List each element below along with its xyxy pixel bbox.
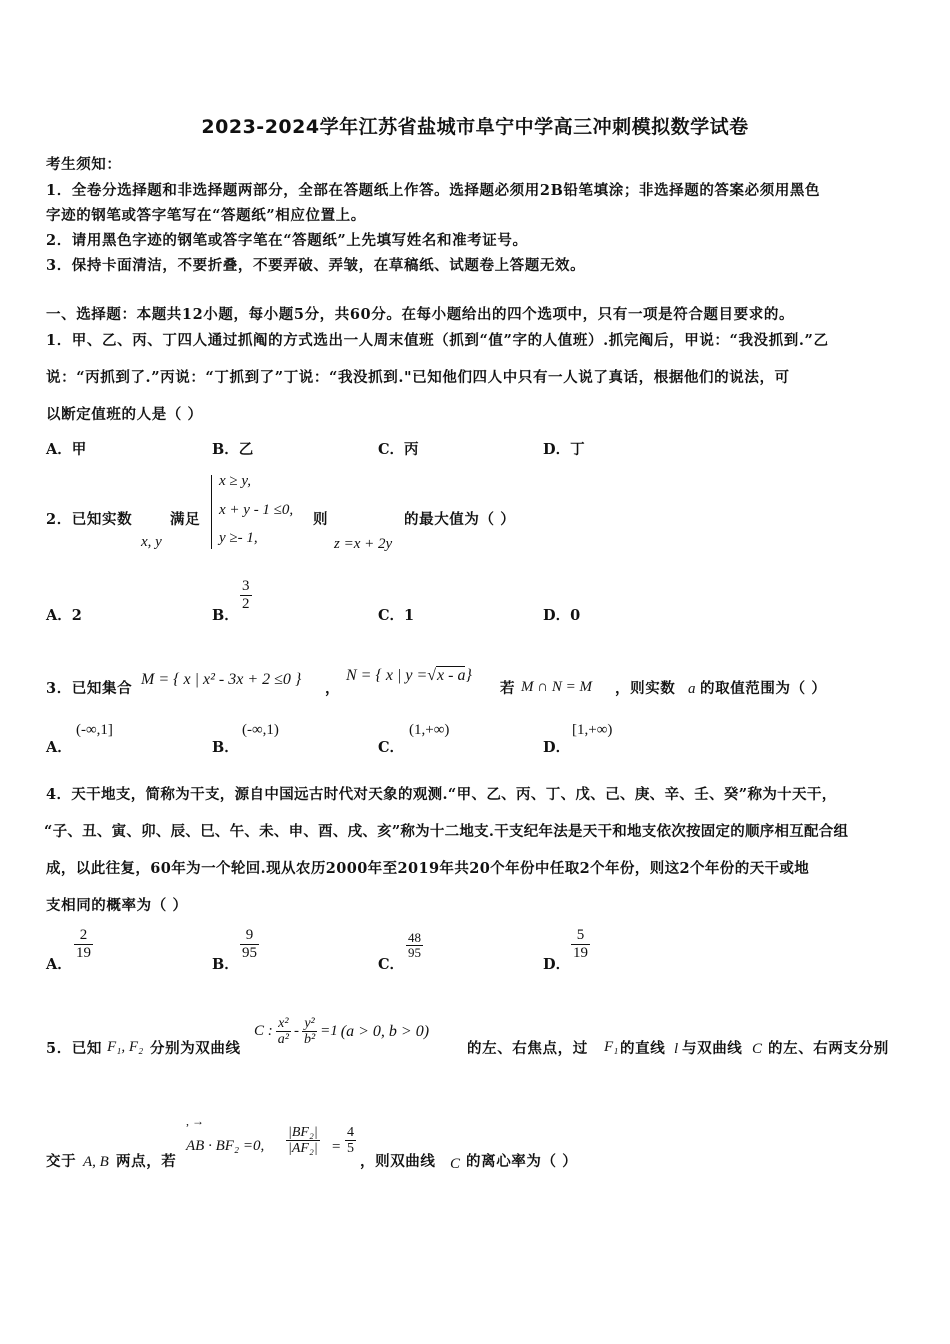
q3-var-a: a [688, 681, 696, 697]
q4-option-b-fraction: 9 95 [242, 927, 257, 961]
q2-constraint-2: x + y - 1 ≤0, [219, 502, 294, 518]
q3-option-a-value: (-∞,1] [76, 722, 113, 738]
q4-line-1: 4．天干地支，简称为干支，源自中国远古时代对天象的观测.“甲、乙、丙、丁、戊、己、庚、辛、壬、癸”称为十天干， [46, 786, 837, 803]
q5-f1: F₁ [604, 1039, 619, 1055]
q2-option-a: A．2 [46, 607, 82, 624]
notice-item-1-cont: 字迹的钢笔或答字笔写在“答题纸”相应位置上。 [46, 207, 366, 224]
q3-lead: 3．已知集合 [46, 680, 133, 697]
q5-ratio-value: 4 5 [347, 1125, 354, 1157]
q2-satisfy: 满足 [170, 511, 201, 528]
q2-tail: 的最大值为（ ） [404, 511, 516, 528]
q5-points-ab: A, B [83, 1154, 109, 1170]
q2-then: 则 [313, 511, 329, 528]
q3-option-d-value: [1,+∞) [572, 722, 613, 738]
q4-option-c-fraction: 48 95 [408, 930, 421, 961]
q3-option-c-value: (1,+∞) [409, 722, 450, 738]
q3-option-c-label: C． [378, 739, 405, 756]
q2-objective: z =x + 2y [334, 536, 393, 552]
q1-option-b: B．乙 [212, 441, 254, 458]
q5-text-4: 与双曲线 [682, 1040, 743, 1057]
q5-curve-c-2: C [450, 1156, 461, 1172]
q3-option-d-label: D． [543, 739, 571, 756]
q5-text-7: ，则双曲线 [360, 1153, 436, 1170]
q2-brace [211, 475, 212, 549]
q3-condition-lead: 若 [500, 680, 516, 697]
q1-line-3: 以断定值班的人是（ ） [46, 406, 203, 423]
q2-constraint-3: y ≥- 1, [219, 530, 258, 546]
notice-item-2: 2．请用黑色字迹的钢笔或答字笔在“答题纸”上先填写姓名和准考证号。 [46, 232, 528, 249]
q4-line-4: 支相同的概率为（ ） [46, 897, 188, 914]
q2-option-c: C．1 [378, 607, 415, 624]
q4-line-2: “子、丑、寅、卯、辰、巳、午、未、申、酉、戌、亥”称为十二地支.干支纪年法是天干和地支依次按固定的顺序相互配合组 [44, 823, 849, 840]
q5-text-8: 的离心率为（ ） [466, 1153, 578, 1170]
q2-constraint-1: x ≥ y, [219, 473, 251, 489]
q5-text-3: 的直线 [620, 1040, 666, 1057]
q4-line-3: 成，以此往复，60年为一个轮回.现从农历2000年至2019年共20个年份中任取2个年份，则这2个年份的天干或地 [46, 860, 810, 877]
q2-option-b-label: B． [212, 607, 239, 624]
q2-vars: x, y [141, 534, 162, 550]
section-heading: 一、选择题：本题共12小题，每小题5分，共60分。在每小题给出的四个选项中，只有一项是符合题目要求的。 [46, 306, 795, 323]
q3-set-n: N = { x | y =√x - a} [346, 667, 472, 684]
q3-condition: M ∩ N = M [521, 679, 592, 695]
q4-option-d-label: D． [543, 956, 571, 973]
q2-lead: 2．已知实数 [46, 511, 133, 528]
q3-comma: ， [325, 680, 341, 697]
q5-vector-arrow: , → [186, 1114, 204, 1128]
q2-option-b-fraction: 3 2 [242, 578, 250, 612]
q5-equals: = [332, 1139, 341, 1155]
q3-set-m: M = { x | x² - 3x + 2 ≤0 } [141, 671, 302, 688]
q5-hyperbola-equation: C : $\frac{\text{x²}}{\text{a²}}$ - $\frac{\text{y²}}{\text{b²}}$ =1 (a > 0, b > 0) [254, 1016, 430, 1048]
q3-tail: 的取值范围为（ ） [700, 680, 827, 697]
q5-text-6: 两点，若 [116, 1153, 177, 1170]
q4-option-d-fraction: 5 19 [573, 927, 588, 961]
q5-lead: 5．已知 [46, 1040, 102, 1057]
q4-option-a-label: A． [46, 956, 72, 973]
q4-option-a-fraction: 2 19 [76, 927, 91, 961]
q5-line2-lead: 交于 [46, 1153, 77, 1170]
page-title: 2023-2024学年江苏省盐城市阜宁中学高三冲刺模拟数学试卷 [201, 116, 749, 138]
q3-option-b-value: (-∞,1) [242, 722, 279, 738]
q3-condition-mid: ，则实数 [615, 680, 676, 697]
q5-foci: F₁, F₂ [107, 1039, 144, 1055]
q1-line-1: 1．甲、乙、丙、丁四人通过抓阄的方式选出一人周末值班（抓到“值”字的人值班）.抓完阄后，甲说：“我没抓到.”乙 [46, 332, 829, 349]
q5-text-1: 分别为双曲线 [150, 1040, 241, 1057]
q1-line-2: 说：“丙抓到了.”丙说：“丁抓到了”丁说：“我没抓到."已知他们四人中只有一人说了真话，根据他们的说法，可 [46, 369, 790, 386]
q4-option-b-label: B． [212, 956, 239, 973]
notice-item-3: 3．保持卡面清洁，不要折叠，不要弄破、弄皱，在草稿纸、试题卷上答题无效。 [46, 257, 586, 274]
q5-text-2: 的左、右焦点，过 [467, 1040, 588, 1057]
q5-ratio-fraction: |BF₂| |AF₂| [288, 1125, 318, 1157]
q3-option-a-label: A． [46, 739, 72, 756]
q5-vector-condition: AB · BF₂ =0, [186, 1138, 265, 1154]
q5-text-5: 的左、右两支分别 [768, 1040, 889, 1057]
q5-curve-c: C [752, 1041, 763, 1057]
notice-item-1: 1．全卷分选择题和非选择题两部分，全部在答题纸上作答。选择题必须用2B铅笔填涂；非选择题的答案必须用黑色 [46, 182, 821, 199]
q1-option-c: C．丙 [378, 441, 419, 458]
q1-option-d: D．丁 [543, 441, 585, 458]
q1-option-a: A．甲 [46, 441, 87, 458]
q3-option-b-label: B． [212, 739, 239, 756]
notice-heading: 考生须知： [46, 156, 122, 173]
q2-option-d: D．0 [543, 607, 581, 624]
q4-option-c-label: C． [378, 956, 405, 973]
q5-line-l: l [674, 1041, 679, 1057]
